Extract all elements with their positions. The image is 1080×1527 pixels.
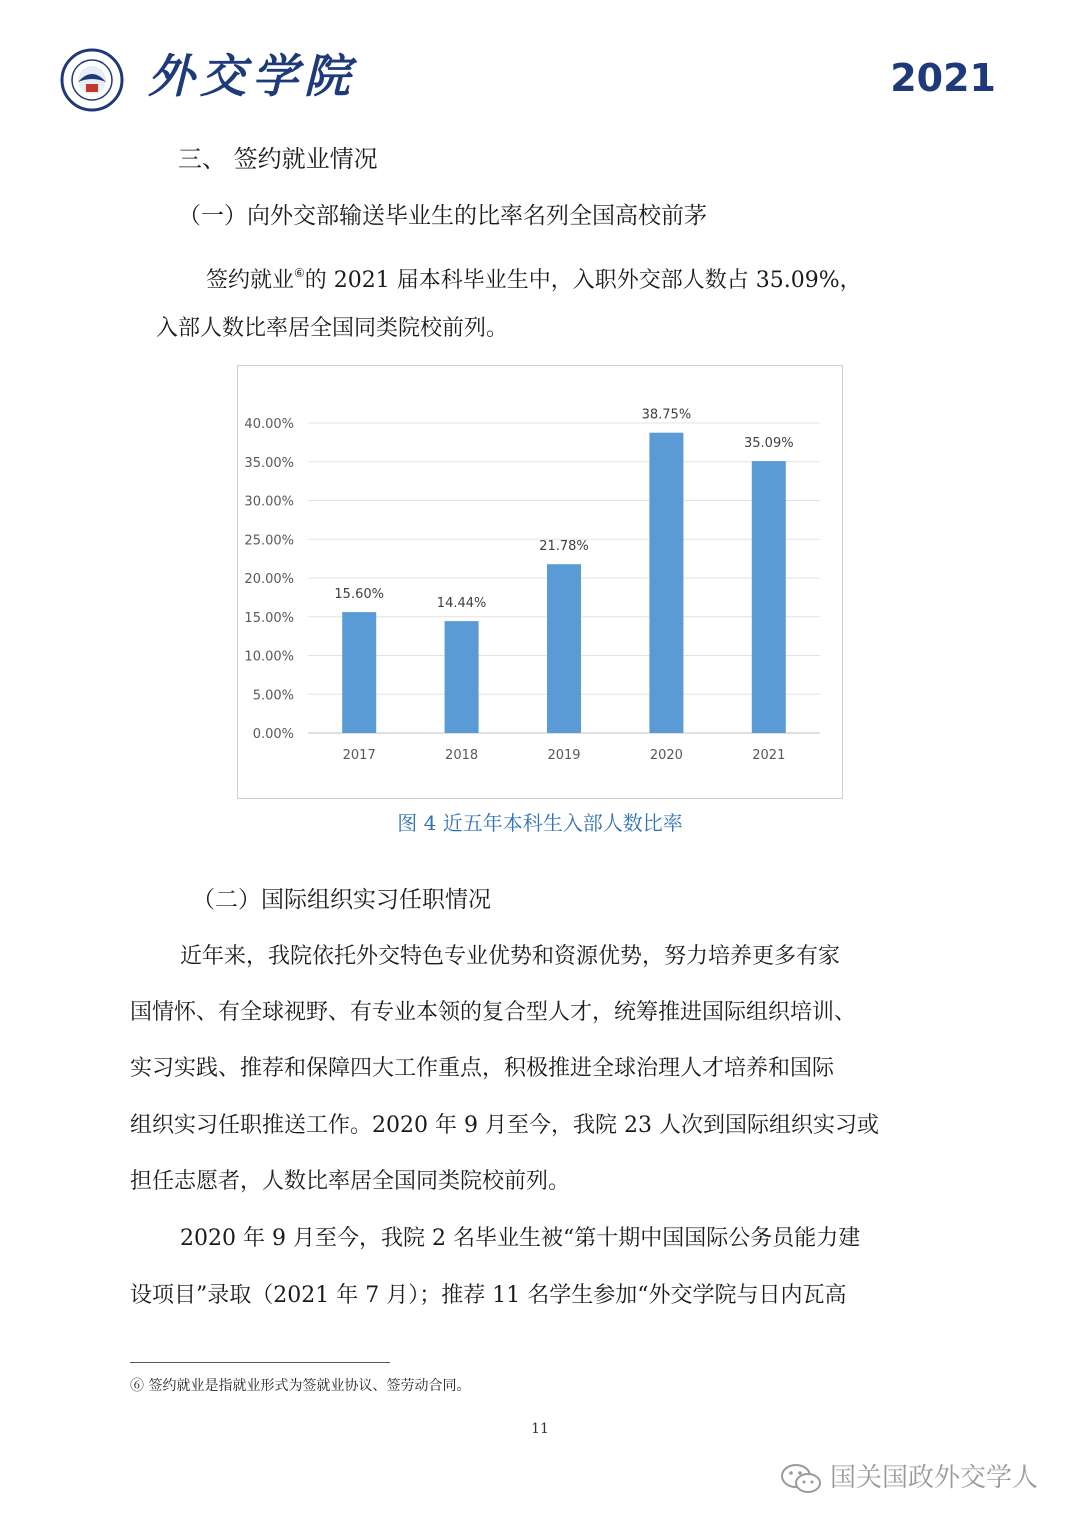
page-number: 11 — [531, 1421, 549, 1437]
paragraph-line: 担任志愿者，人数比率居全国同类院校前列。 — [130, 1169, 571, 1194]
section-title: 三、 签约就业情况 — [178, 145, 378, 173]
bar-data-label: 38.75% — [641, 407, 692, 423]
x-tick-label: 2021 — [752, 748, 786, 763]
bar-data-label: 21.78% — [539, 539, 589, 555]
footnote-divider — [130, 1362, 390, 1363]
bar — [649, 433, 683, 733]
x-tick-label: 2017 — [342, 748, 376, 763]
watermark-text: 国关国政外交学人 — [830, 1463, 1039, 1493]
wechat-icon — [780, 1462, 822, 1496]
paragraph-text: 签约就业 — [206, 268, 295, 293]
bar — [547, 564, 581, 733]
bar-data-label: 15.60% — [334, 587, 384, 603]
report-year: 2021 — [890, 56, 996, 100]
figure-caption: 图 4 近五年本科生入部人数比率 — [397, 811, 683, 835]
university-seal-logo — [60, 48, 124, 112]
brand-name: 外交学院 — [148, 49, 356, 103]
y-tick-label: 0.00% — [252, 727, 294, 742]
x-tick-label: 2020 — [649, 748, 683, 763]
paragraph-text: 的 2021 届本科毕业生中，入职外交部人数占 35.09%， — [304, 268, 862, 293]
y-tick-label: 10.00% — [244, 649, 294, 665]
bar — [342, 612, 376, 733]
subsection-2-title: （二）国际组织实习任职情况 — [192, 887, 491, 913]
y-tick-label: 20.00% — [244, 572, 294, 587]
paragraph-line: 入部人数比率居全国同类院校前列。 — [156, 316, 509, 341]
y-tick-label: 5.00% — [252, 688, 294, 704]
bar-chart-svg — [238, 366, 842, 798]
bar — [445, 621, 479, 733]
x-tick-label: 2019 — [547, 748, 581, 763]
footnote-ref: ⑥ — [294, 266, 305, 280]
paragraph-line: 2020 年 9 月至今，我院 2 名毕业生被“第十期中国国际公务员能力建 — [180, 1226, 861, 1251]
y-tick-label: 40.00% — [244, 417, 294, 432]
bar-chart — [237, 365, 843, 799]
paragraph-line: 近年来，我院依托外交特色专业优势和资源优势，努力培养更多有家 — [180, 944, 841, 969]
bar-data-label: 35.09% — [744, 436, 794, 452]
footnote: ⑥ 签约就业是指就业形式为签就业协议、签劳动合同。 — [130, 1378, 471, 1394]
y-tick-label: 30.00% — [244, 494, 294, 510]
paragraph-line: 设项目”录取（2021 年 7 月）；推荐 11 名学生参加“外交学院与日内瓦高 — [130, 1283, 847, 1308]
x-tick-label: 2018 — [445, 748, 479, 763]
bar-data-label: 14.44% — [436, 596, 487, 612]
y-tick-label: 25.00% — [244, 533, 294, 549]
paragraph-line: 国情怀、有全球视野、有专业本领的复合型人才，统筹推进国际组织培训、 — [130, 1000, 857, 1025]
y-tick-label: 35.00% — [244, 455, 294, 471]
paragraph-line: 组织实习任职推送工作。2020 年 9 月至今，我院 23 人次到国际组织实习或 — [130, 1113, 879, 1138]
y-tick-label: 15.00% — [244, 610, 294, 626]
paragraph-line: 实习实践、推荐和保障四大工作重点，积极推进全球治理人才培养和国际 — [130, 1056, 835, 1081]
bar — [752, 461, 786, 733]
subsection-1-title: （一）向外交部输送毕业生的比率名列全国高校前茅 — [178, 203, 707, 229]
